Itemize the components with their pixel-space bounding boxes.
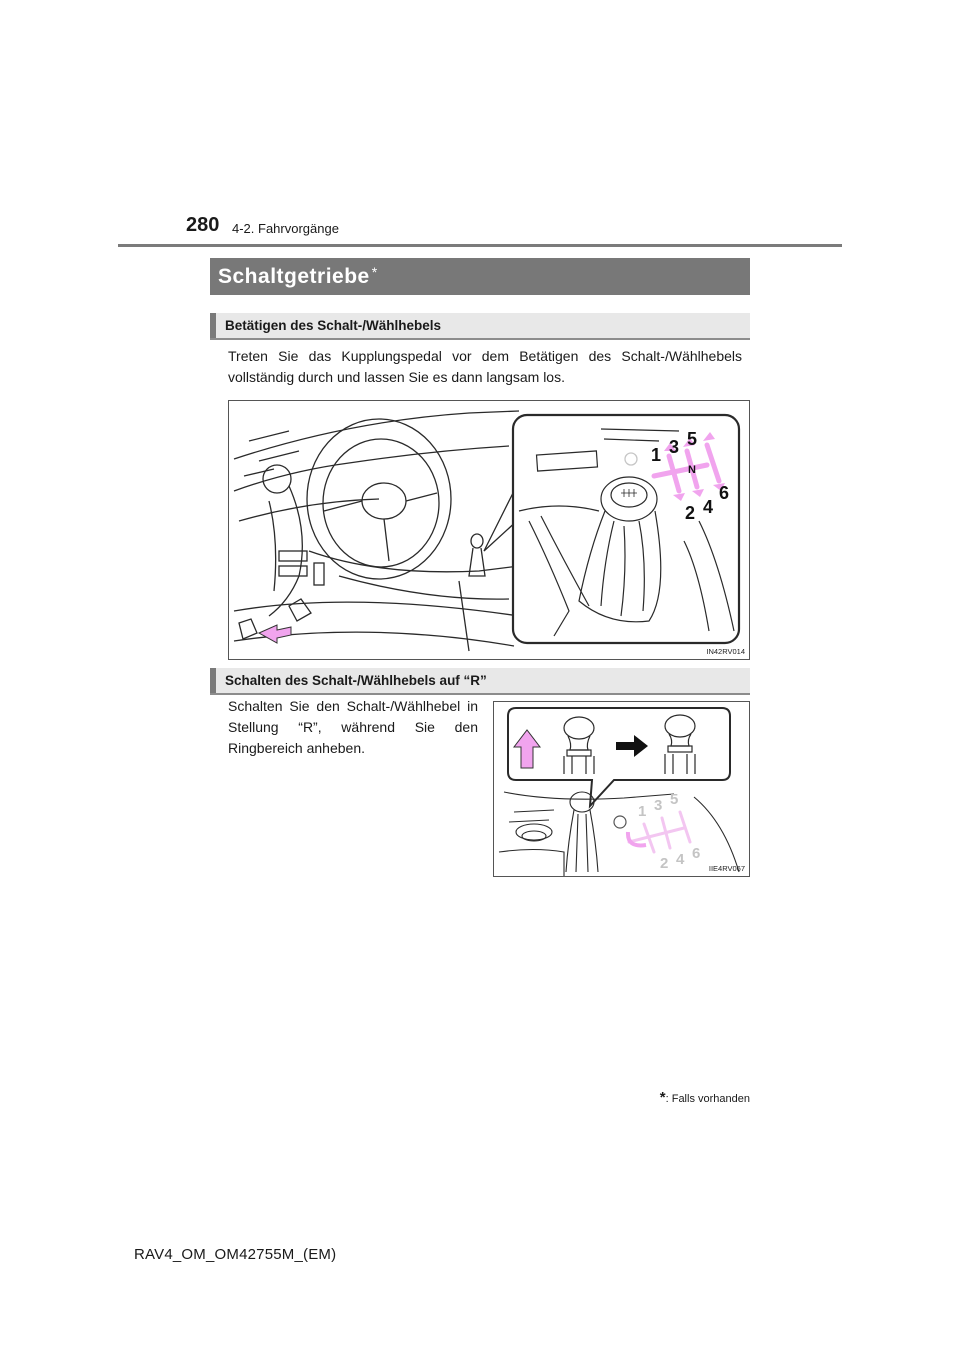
- gear-label: 3: [669, 437, 680, 457]
- footnote-asterisk: *: [659, 1089, 666, 1106]
- header-divider: [118, 244, 842, 247]
- figure-code: IIE4RV067: [708, 864, 745, 873]
- figure-code: IN42RV014: [706, 647, 745, 656]
- footnote: [660, 1089, 750, 1106]
- gear-label: 1: [651, 445, 662, 465]
- page-title: Schaltgetriebe: [218, 264, 370, 288]
- section-heading-shift-to-r: [210, 668, 750, 695]
- section-heading-text: Schalten des Schalt-/Wählhebels auf “R”: [225, 673, 487, 688]
- gear-label: 4: [703, 497, 714, 517]
- gear-label: 6: [692, 845, 701, 862]
- gear-label: 6: [719, 483, 730, 503]
- section-reference: 4-2. Fahrvorgänge: [232, 221, 339, 236]
- heading-bar: [210, 668, 216, 693]
- figure-shift-to-reverse: [493, 701, 750, 877]
- gear-label: 4: [676, 851, 685, 868]
- heading-bar: [210, 313, 216, 338]
- gear-label: 2: [660, 855, 669, 872]
- section1-paragraph: Treten Sie das Kupplungspedal vor dem Betätigen des Schalt-/Wählhebels vollständig durch und lassen Sie es dann langsam los.: [228, 348, 742, 385]
- page-title-band: [210, 258, 750, 295]
- cockpit-illustration: [229, 401, 749, 659]
- gear-label: 1: [638, 803, 647, 820]
- page-number: 280: [186, 214, 220, 236]
- figure-cockpit-shift-lever: [228, 400, 750, 660]
- footnote-text: : Falls vorhanden: [665, 1093, 750, 1105]
- gear-label: 3: [654, 797, 663, 814]
- gear-label: 5: [670, 791, 679, 808]
- gear-label: 2: [685, 503, 696, 523]
- gear-label: 5: [687, 429, 698, 449]
- section-heading-text: Betätigen des Schalt-/Wählhebels: [225, 318, 442, 333]
- document-id: RAV4_OM_OM42755M_(EM): [134, 1246, 337, 1263]
- section-heading-operate-lever: [210, 313, 750, 340]
- optional-equipment-asterisk: *: [371, 264, 378, 280]
- gear-label: N: [688, 464, 696, 476]
- reverse-shift-illustration: [494, 702, 749, 876]
- section2-paragraph: Schalten Sie den Schalt-/Wählhebel in Stellung “R”, während Sie den Ringbereich anheben.: [228, 698, 478, 756]
